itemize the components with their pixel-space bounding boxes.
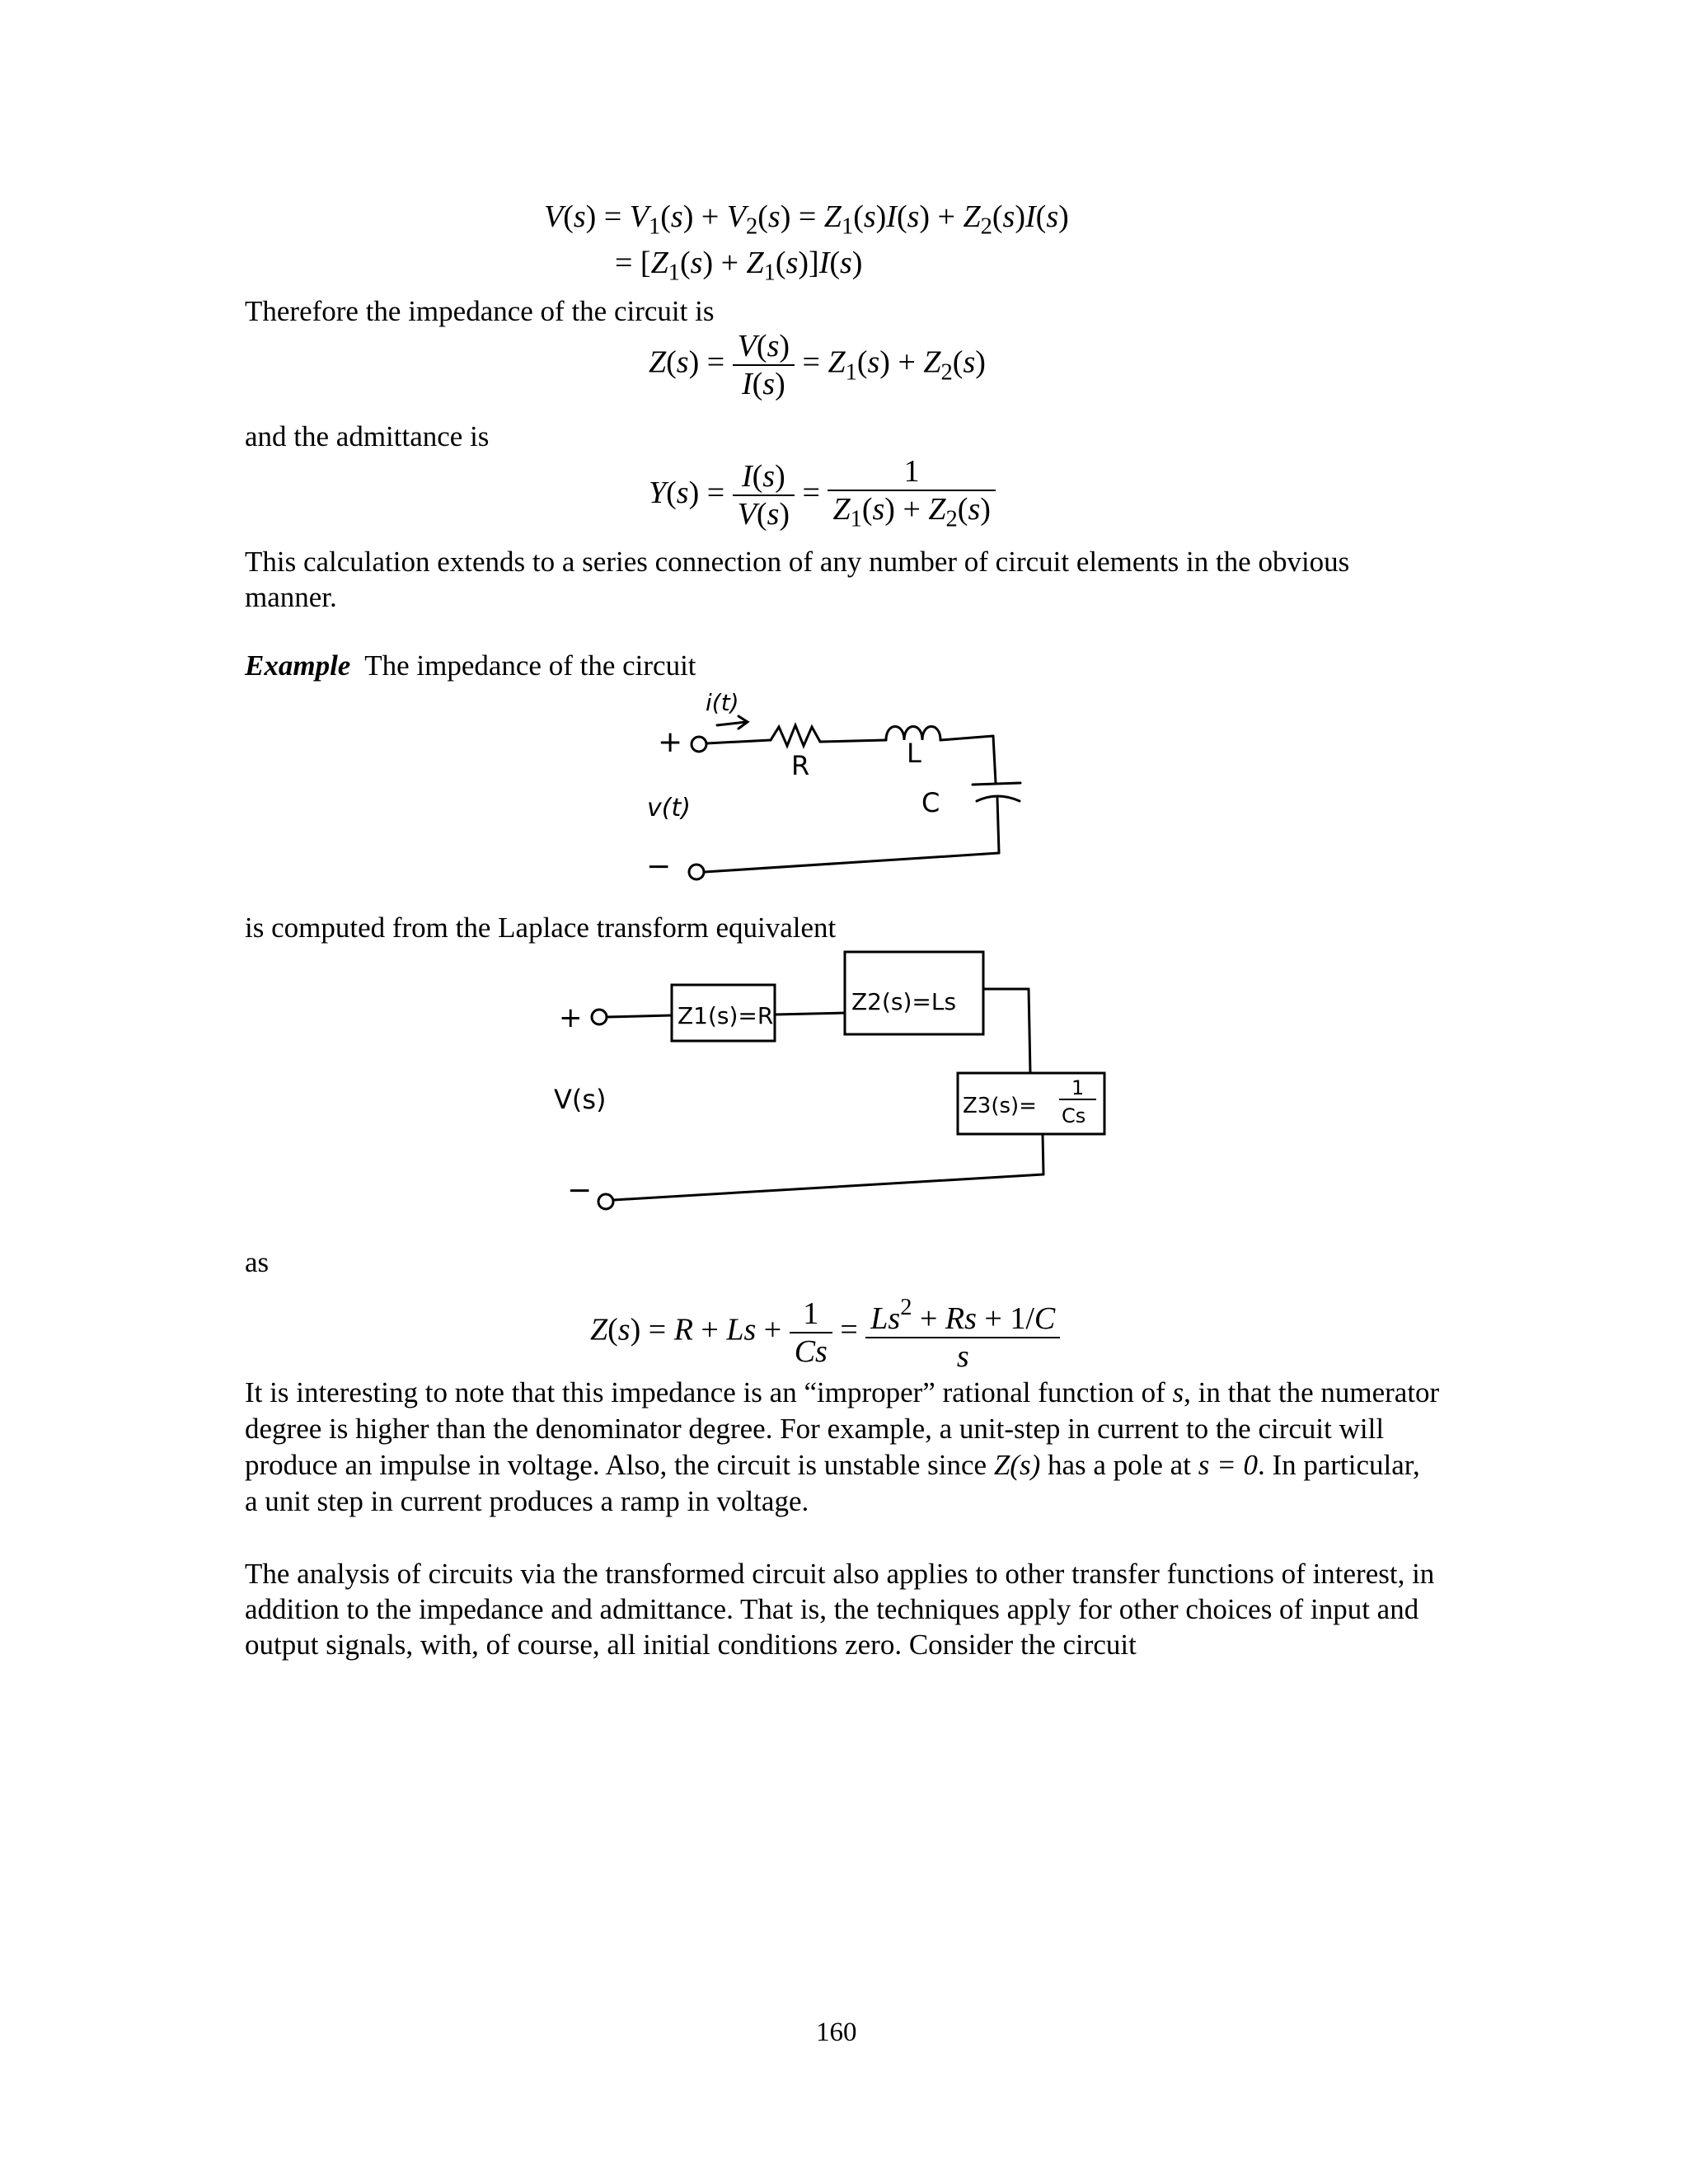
z1-box: [672, 985, 775, 1041]
text-interesting: [245, 1375, 1440, 1520]
capacitor-plate-top: [973, 783, 1020, 785]
example-text: The impedance of the circuit: [364, 649, 696, 682]
z2-label: Z2(s)=Ls: [851, 988, 957, 1015]
resistor-symbol: [771, 725, 820, 746]
circuit1-R-label: R: [791, 750, 810, 781]
text-admittance-intro: and the admittance is: [245, 420, 490, 452]
z3-box: [958, 1073, 1104, 1134]
capacitor-plate-bottom: [977, 796, 1020, 801]
z3-denominator: Cs: [1062, 1104, 1086, 1127]
circuit1-plus: +: [658, 725, 683, 759]
equation-example-impedance: Z(s) = R + Ls + $\frac{1}{Cs}$ = $\frac{Ls^2 + Rs + 1/C}{s}$: [590, 1290, 1060, 1375]
circuit1-minus: −: [646, 850, 672, 883]
interesting-part2: , in that the numerator degree is higher than the denominator degree. For example, a unit-step in current to the circuit will produce an impulse in voltage. Also, the circuit is unstable since: [245, 1376, 1440, 1481]
circuit1-current-label: i(t): [706, 689, 739, 716]
equation-voltage-sum: $V(s) = V_1(s) + V_2(s) = Z_1(s)I(s) + Z_2(s)I(s)$: [544, 199, 1069, 240]
text-computed-from: is computed from the Laplace transform equivalent: [245, 912, 837, 944]
interesting-part3: has a pole at: [1047, 1449, 1191, 1481]
circuit1-L-label: L: [907, 738, 921, 769]
text-extends: This calculation extends to a series connection of any number of circuit elements in the obvious manner.: [245, 546, 1350, 613]
interesting-part1: It is interesting to note that this impedance is an “improper” rational function of: [245, 1376, 1165, 1408]
text-as: as: [245, 1246, 270, 1278]
example-line: [245, 648, 696, 683]
terminal-top: [692, 737, 706, 752]
equation-impedance: Z(s) = $\frac{V(s)}{I(s)}$ = $Z_1(s) + Z_2(s)$: [649, 329, 986, 401]
inline-math-Zs: Z(s): [993, 1449, 1041, 1481]
circuit2-plus: +: [559, 1001, 583, 1034]
example-label: Example: [245, 649, 351, 682]
circuit2-minus: −: [567, 1174, 593, 1207]
terminal-top-laplace: [592, 1010, 607, 1024]
z3-label: Z3(s)=: [963, 1094, 1037, 1118]
equation-admittance: Y(s) = $\frac{I(s)}{V(s)}$ = $\frac{1}{Z_1(s) + Z_2(s)}$: [649, 453, 996, 538]
terminal-bottom-laplace: [598, 1194, 613, 1209]
z2-box: [845, 952, 983, 1034]
inline-math-s0: s = 0: [1198, 1449, 1258, 1481]
z3-numerator: 1: [1071, 1076, 1085, 1099]
interesting-part4: . In particular, a unit step in current produces a ramp in voltage.: [245, 1449, 1420, 1517]
text-analysis: The analysis of circuits via the transformed circuit also applies to other transfer functions of interest, in addition to the impedance and admittance. That is, the techniques apply for other choices of input and output signals, with, of course, all initial conditions zero. Consider the circuit: [245, 1558, 1435, 1661]
circuit1-voltage-label: v(t): [647, 794, 691, 823]
inline-math-s: s: [1172, 1376, 1184, 1408]
terminal-bottom: [689, 865, 704, 879]
z1-label: Z1(s)=R: [678, 1002, 774, 1029]
page-number: 160: [816, 2018, 857, 2047]
equation-voltage-sum-line2: = $[Z_1(s) + Z_1(s)]I(s)$: [615, 246, 863, 286]
circuit1-C-label: C: [921, 787, 940, 818]
text-therefore: Therefore the impedance of the circuit is: [245, 295, 715, 327]
inductor-symbol: [886, 727, 940, 741]
circuit2-voltage-label: V(s): [554, 1084, 607, 1115]
